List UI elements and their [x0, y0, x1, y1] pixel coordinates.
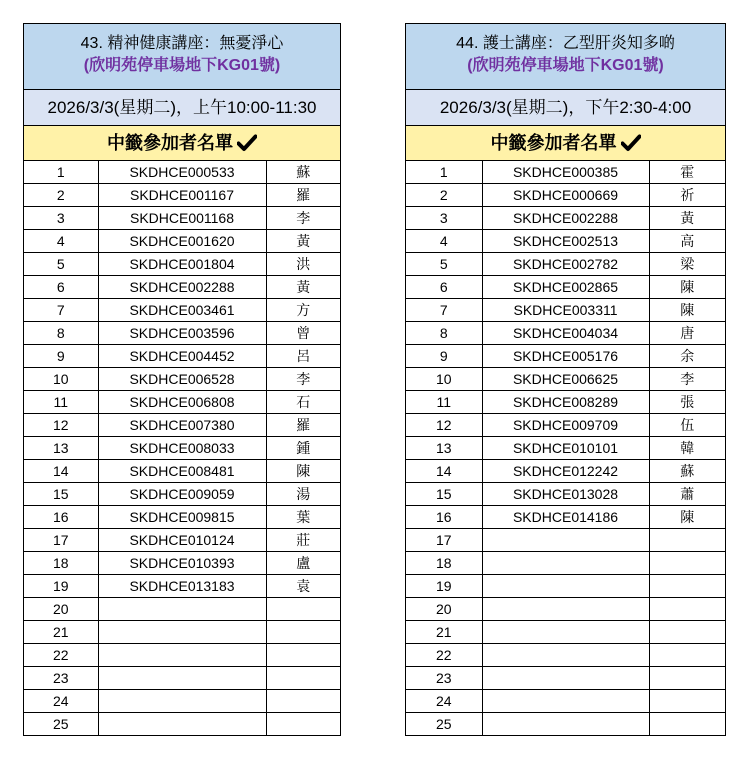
participant-surname: 黃 — [649, 207, 725, 230]
row-number: 6 — [406, 276, 482, 299]
row-number: 2 — [406, 184, 482, 207]
participant-code: SKDHCE004452 — [98, 345, 266, 368]
table-row — [406, 207, 725, 230]
row-number: 18 — [24, 552, 98, 575]
row-number: 23 — [406, 667, 482, 690]
participant-code — [482, 529, 649, 552]
participant-surname: 唐 — [649, 322, 725, 345]
participant-surname — [266, 690, 340, 713]
participant-surname — [649, 667, 725, 690]
participant-code: SKDHCE000385 — [482, 161, 649, 184]
table-row — [406, 598, 725, 621]
row-number: 19 — [24, 575, 98, 598]
row-number: 14 — [24, 460, 98, 483]
participant-surname — [649, 713, 725, 736]
event-title: 43. 精神健康講座：無憂淨心 — [80, 35, 284, 52]
winners-label: 中籤參加者名單 — [490, 133, 617, 153]
participant-code: SKDHCE001168 — [98, 207, 266, 230]
participant-code: SKDHCE003596 — [98, 322, 266, 345]
checkmark-icon — [237, 129, 257, 163]
table-row — [24, 161, 340, 184]
participant-code: SKDHCE010393 — [98, 552, 266, 575]
event-header — [406, 24, 725, 90]
table-row — [24, 230, 340, 253]
row-number: 21 — [406, 621, 482, 644]
row-number: 11 — [24, 391, 98, 414]
row-number: 18 — [406, 552, 482, 575]
table-row — [24, 644, 340, 667]
participant-code: SKDHCE008289 — [482, 391, 649, 414]
participant-surname: 伍 — [649, 414, 725, 437]
table-row — [406, 713, 725, 736]
participant-surname: 蕭 — [649, 483, 725, 506]
winners-heading — [406, 126, 725, 161]
participant-code: SKDHCE002513 — [482, 230, 649, 253]
row-number: 6 — [24, 276, 98, 299]
participant-surname: 羅 — [266, 414, 340, 437]
event-location: (欣明苑停車場地下KG01號) — [83, 57, 281, 74]
table-row — [406, 690, 725, 713]
row-number: 12 — [406, 414, 482, 437]
participant-code: SKDHCE002782 — [482, 253, 649, 276]
participant-surname: 陳 — [649, 276, 725, 299]
table-row — [406, 276, 725, 299]
participant-code: SKDHCE000669 — [482, 184, 649, 207]
participant-code — [482, 667, 649, 690]
table-row — [406, 667, 725, 690]
participant-surname: 曾 — [266, 322, 340, 345]
participant-surname: 葉 — [266, 506, 340, 529]
table-row — [24, 667, 340, 690]
table-row — [24, 552, 340, 575]
row-number: 10 — [406, 368, 482, 391]
participant-code: SKDHCE003311 — [482, 299, 649, 322]
participant-code: SKDHCE001620 — [98, 230, 266, 253]
participant-surname: 祈 — [649, 184, 725, 207]
row-number: 12 — [24, 414, 98, 437]
participant-code: SKDHCE004034 — [482, 322, 649, 345]
participant-surname: 霍 — [649, 161, 725, 184]
participant-code: SKDHCE002288 — [482, 207, 649, 230]
participant-surname: 湯 — [266, 483, 340, 506]
table-row — [406, 322, 725, 345]
row-number: 16 — [406, 506, 482, 529]
row-number: 22 — [406, 644, 482, 667]
row-number: 11 — [406, 391, 482, 414]
participant-surname: 羅 — [266, 184, 340, 207]
table-row — [406, 437, 725, 460]
participant-code: SKDHCE001167 — [98, 184, 266, 207]
participant-surname: 李 — [266, 368, 340, 391]
row-number: 15 — [406, 483, 482, 506]
row-number: 9 — [24, 345, 98, 368]
row-number: 9 — [406, 345, 482, 368]
table-row — [406, 184, 725, 207]
participant-surname: 李 — [649, 368, 725, 391]
table-row — [406, 368, 725, 391]
participant-surname: 張 — [649, 391, 725, 414]
participant-code — [98, 621, 266, 644]
table-row — [406, 230, 725, 253]
participant-code: SKDHCE010101 — [482, 437, 649, 460]
row-number: 3 — [406, 207, 482, 230]
participant-code: SKDHCE002865 — [482, 276, 649, 299]
row-number: 21 — [24, 621, 98, 644]
participant-surname — [266, 621, 340, 644]
participant-surname: 洪 — [266, 253, 340, 276]
participant-surname — [266, 644, 340, 667]
event-panel-43 — [23, 23, 341, 736]
participant-code: SKDHCE006528 — [98, 368, 266, 391]
row-number: 20 — [24, 598, 98, 621]
participant-code: SKDHCE013183 — [98, 575, 266, 598]
participant-surname: 高 — [649, 230, 725, 253]
table-row — [406, 299, 725, 322]
table-row — [24, 322, 340, 345]
event-date: 2026/3/3(星期二)，下午2:30-4:00 — [406, 90, 725, 126]
table-row — [24, 621, 340, 644]
table-row — [24, 184, 340, 207]
participant-surname: 黃 — [266, 230, 340, 253]
participant-surname: 黃 — [266, 276, 340, 299]
checkmark-icon — [621, 129, 641, 163]
participant-code: SKDHCE009709 — [482, 414, 649, 437]
participant-code: SKDHCE003461 — [98, 299, 266, 322]
table-row — [406, 414, 725, 437]
participant-surname: 呂 — [266, 345, 340, 368]
participant-code — [482, 713, 649, 736]
event-date: 2026/3/3(星期二)，上午10:00-11:30 — [24, 90, 340, 126]
row-number: 10 — [24, 368, 98, 391]
table-row — [24, 276, 340, 299]
event-panel-44 — [405, 23, 726, 736]
row-number: 3 — [24, 207, 98, 230]
participant-surname — [266, 598, 340, 621]
event-title: 44. 護士講座：乙型肝炎知多啲 — [456, 35, 675, 52]
participant-code — [482, 552, 649, 575]
winners-label: 中籤參加者名單 — [107, 133, 233, 153]
participant-code: SKDHCE012242 — [482, 460, 649, 483]
participant-surname — [649, 690, 725, 713]
participant-code — [98, 598, 266, 621]
participant-code — [98, 667, 266, 690]
table-row — [24, 690, 340, 713]
participant-surname: 韓 — [649, 437, 725, 460]
table-row — [406, 483, 725, 506]
participant-code: SKDHCE005176 — [482, 345, 649, 368]
table-row — [24, 253, 340, 276]
winners-table — [406, 161, 725, 735]
table-row — [406, 575, 725, 598]
participant-code: SKDHCE014186 — [482, 506, 649, 529]
participant-code — [98, 690, 266, 713]
table-row — [24, 575, 340, 598]
row-number: 23 — [24, 667, 98, 690]
table-row — [406, 345, 725, 368]
participant-code: SKDHCE000533 — [98, 161, 266, 184]
table-row — [406, 460, 725, 483]
row-number: 1 — [24, 161, 98, 184]
participant-surname: 李 — [266, 207, 340, 230]
participant-surname: 鍾 — [266, 437, 340, 460]
participant-code: SKDHCE009815 — [98, 506, 266, 529]
participant-surname: 蘇 — [649, 460, 725, 483]
row-number: 16 — [24, 506, 98, 529]
participant-code — [482, 621, 649, 644]
table-row — [406, 552, 725, 575]
participant-code: SKDHCE009059 — [98, 483, 266, 506]
participant-surname: 袁 — [266, 575, 340, 598]
participant-surname — [649, 644, 725, 667]
participant-code — [482, 690, 649, 713]
event-header — [24, 24, 340, 90]
row-number: 19 — [406, 575, 482, 598]
participant-surname — [266, 713, 340, 736]
participant-code: SKDHCE013028 — [482, 483, 649, 506]
participant-surname — [649, 621, 725, 644]
row-number: 4 — [24, 230, 98, 253]
participant-code: SKDHCE001804 — [98, 253, 266, 276]
participant-surname: 陳 — [649, 299, 725, 322]
table-row — [24, 506, 340, 529]
table-row — [24, 368, 340, 391]
participant-surname: 盧 — [266, 552, 340, 575]
row-number: 5 — [406, 253, 482, 276]
participant-code: SKDHCE010124 — [98, 529, 266, 552]
row-number: 17 — [24, 529, 98, 552]
row-number: 8 — [24, 322, 98, 345]
row-number: 25 — [52, 716, 69, 732]
row-number: 14 — [406, 460, 482, 483]
table-row — [24, 483, 340, 506]
row-number: 8 — [406, 322, 482, 345]
participant-surname: 余 — [649, 345, 725, 368]
participant-surname: 蘇 — [266, 161, 340, 184]
participant-surname: 陳 — [649, 506, 725, 529]
row-number: 13 — [406, 437, 482, 460]
table-row — [24, 460, 340, 483]
participant-code: SKDHCE008033 — [98, 437, 266, 460]
participant-code: SKDHCE008481 — [98, 460, 266, 483]
row-number: 5 — [24, 253, 98, 276]
table-row — [24, 207, 340, 230]
row-number: 25 — [435, 716, 452, 732]
row-number: 15 — [24, 483, 98, 506]
participant-surname: 石 — [266, 391, 340, 414]
participant-surname — [649, 552, 725, 575]
row-number: 24 — [406, 690, 482, 713]
table-row — [406, 621, 725, 644]
table-row — [406, 391, 725, 414]
table-row — [406, 644, 725, 667]
participant-code — [482, 575, 649, 598]
participant-surname: 莊 — [266, 529, 340, 552]
row-number: 1 — [406, 161, 482, 184]
participant-surname — [649, 529, 725, 552]
row-number: 22 — [24, 644, 98, 667]
row-number: 7 — [406, 299, 482, 322]
participant-surname — [649, 598, 725, 621]
table-row — [24, 414, 340, 437]
table-row — [406, 161, 725, 184]
table-row — [406, 253, 725, 276]
participant-code: SKDHCE007380 — [98, 414, 266, 437]
row-number: 20 — [406, 598, 482, 621]
participant-code: SKDHCE002288 — [98, 276, 266, 299]
event-location: (欣明苑停車場地下KG01號) — [467, 57, 664, 74]
row-number: 17 — [406, 529, 482, 552]
table-row — [406, 529, 725, 552]
winners-table — [24, 161, 340, 735]
table-row — [24, 713, 340, 736]
table-row — [24, 391, 340, 414]
participant-code: SKDHCE006625 — [482, 368, 649, 391]
participant-code: SKDHCE006808 — [98, 391, 266, 414]
winners-heading — [24, 126, 340, 161]
row-number: 4 — [406, 230, 482, 253]
participant-surname: 方 — [266, 299, 340, 322]
row-number: 7 — [24, 299, 98, 322]
participant-surname — [266, 667, 340, 690]
participant-code — [482, 644, 649, 667]
row-number: 2 — [24, 184, 98, 207]
table-row — [24, 529, 340, 552]
participant-code — [98, 713, 266, 736]
row-number: 13 — [24, 437, 98, 460]
participant-surname: 陳 — [266, 460, 340, 483]
table-row — [406, 506, 725, 529]
participant-code — [482, 598, 649, 621]
table-row — [24, 437, 340, 460]
table-row — [24, 345, 340, 368]
participant-code — [98, 644, 266, 667]
participant-surname: 梁 — [649, 253, 725, 276]
row-number: 24 — [24, 690, 98, 713]
participant-surname — [649, 575, 725, 598]
table-row — [24, 598, 340, 621]
table-row — [24, 299, 340, 322]
